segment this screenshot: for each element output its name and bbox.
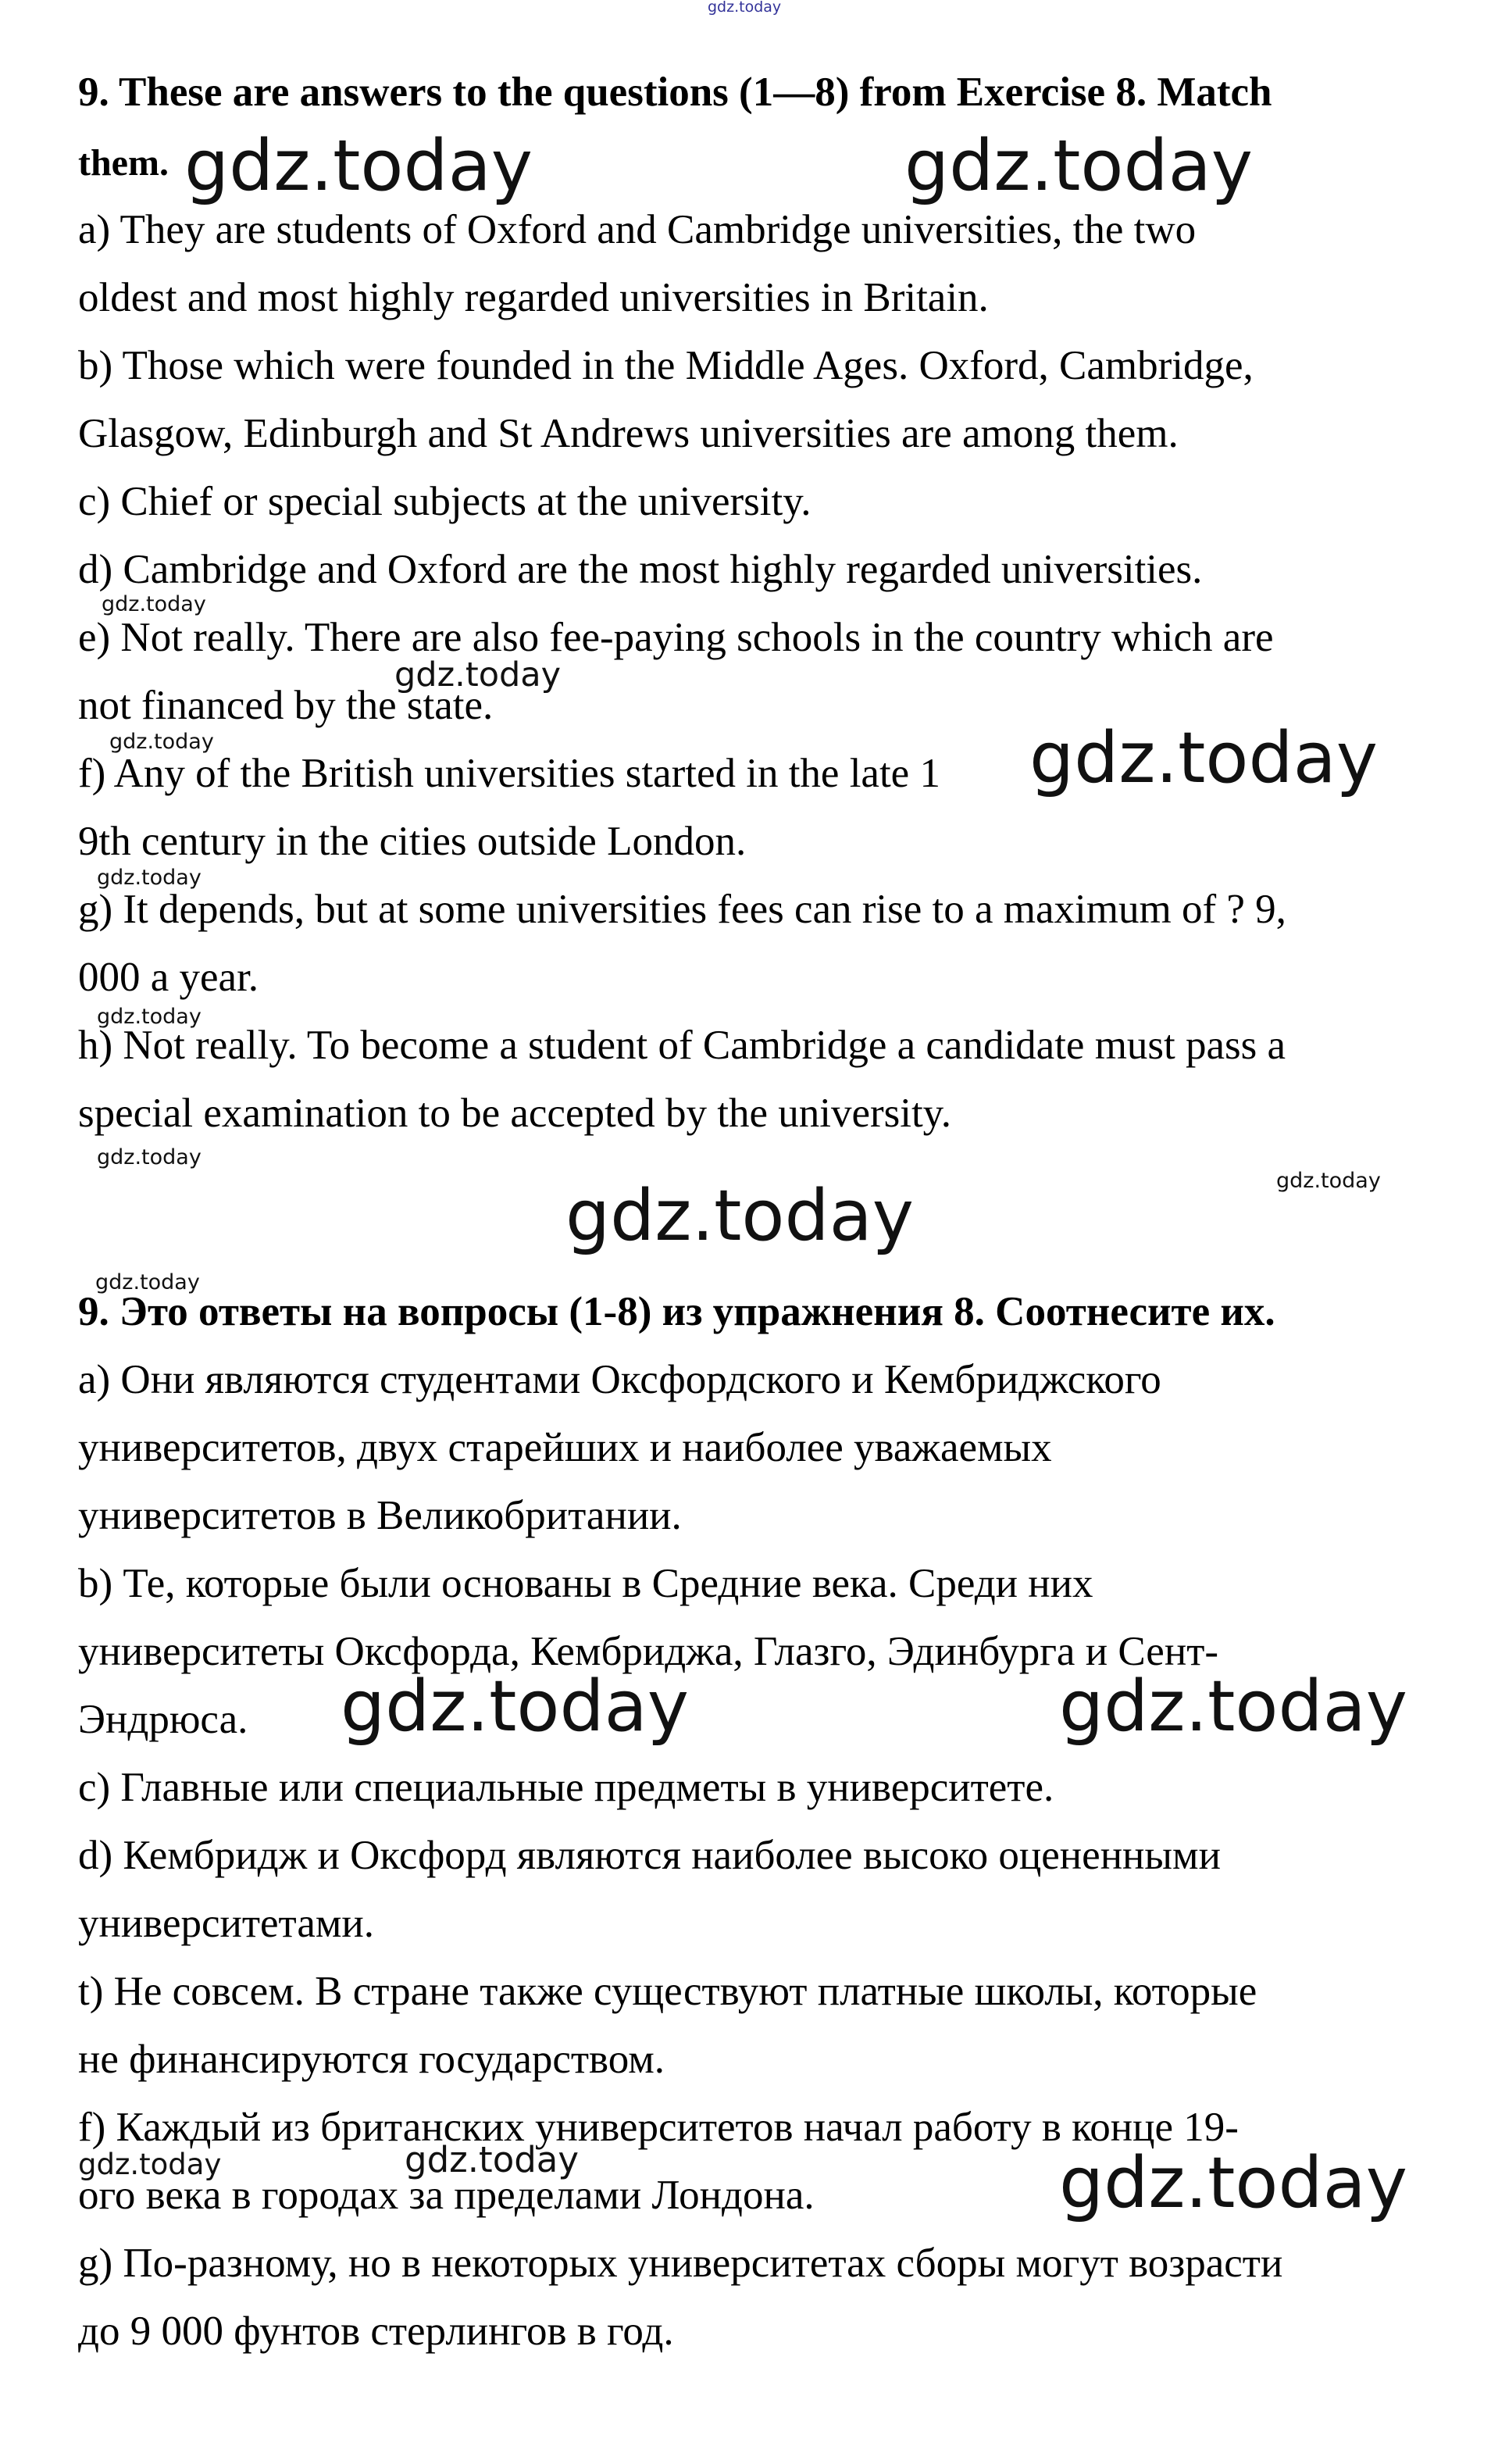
russian-heading: 9. Это ответы на вопросы (1-8) из упражнения 8. Соотнесите их. xyxy=(78,1289,1275,1334)
russian-line-14: g) По-разному, но в некоторых университетах сборы могут возрасти xyxy=(78,2241,1283,2286)
watermark-large: gdz.today xyxy=(565,1175,915,1257)
english-line-2: oldest and most highly regarded universities in Britain. xyxy=(78,275,989,320)
english-line-6: d) Cambridge and Oxford are the most highly regarded universities. xyxy=(78,547,1203,592)
english-line-14: special examination to be accepted by the university. xyxy=(78,1091,951,1136)
english-line-1: a) They are students of Oxford and Cambridge universities, the two xyxy=(78,207,1197,252)
russian-line-2: университетов, двух старейших и наиболее уважаемых xyxy=(78,1425,1052,1470)
russian-line-4: b) Те, которые были основаны в Средние века. Среди них xyxy=(78,1561,1093,1606)
watermark-large: gdz.today xyxy=(1059,2142,1408,2224)
english-line-5: c) Chief or special subjects at the university. xyxy=(78,479,811,524)
english-line-11: g) It depends, but at some universities fees can rise to a maximum of ? 9, xyxy=(78,887,1286,932)
russian-line-7: c) Главные или специальные предметы в университете. xyxy=(78,1765,1054,1810)
watermark-top: gdz.today xyxy=(708,0,782,16)
english-line-3: b) Those which were founded in the Middle Ages. Oxford, Cambridge, xyxy=(78,343,1254,388)
english-line-7: e) Not really. There are also fee-paying schools in the country which are xyxy=(78,615,1274,660)
watermark-small: gdz.today xyxy=(97,1145,202,1170)
english-line-4: Glasgow, Edinburgh and St Andrews universities are among them. xyxy=(78,411,1179,456)
watermark-small: gdz.today xyxy=(97,1005,202,1029)
watermark-large: gdz.today xyxy=(1059,1666,1408,1748)
russian-line-15: до 9 000 фунтов стерлингов в год. xyxy=(78,2309,674,2354)
watermark-small: gdz.today xyxy=(109,730,214,754)
english-line-12: 000 a year. xyxy=(78,955,259,1000)
russian-line-5: университеты Оксфорда, Кембриджа, Глазго, Эдинбурга и Сент- xyxy=(78,1629,1219,1674)
watermark-small: gdz.today xyxy=(1276,1169,1381,1193)
english-heading-line-2: them. xyxy=(78,142,169,184)
watermark-small: gdz.today xyxy=(95,1270,200,1294)
watermark-large: gdz.today xyxy=(184,125,533,207)
english-heading-line-1: 9. These are answers to the questions (1—8) from Exercise 8. Match xyxy=(78,70,1272,115)
russian-line-3: университетов в Великобритании. xyxy=(78,1493,682,1538)
russian-line-9: университетами. xyxy=(78,1901,375,1946)
watermark-small: gdz.today xyxy=(394,655,562,695)
watermark-large: gdz.today xyxy=(904,125,1254,207)
russian-line-1: a) Они являются студентами Оксфордского и Кембриджского xyxy=(78,1357,1161,1402)
english-line-8: not financed by the state. xyxy=(78,683,494,728)
watermark-small: gdz.today xyxy=(405,2139,580,2180)
watermark-large: gdz.today xyxy=(1029,717,1379,799)
watermark-small: gdz.today xyxy=(97,866,202,890)
russian-line-6: Эндрюса. xyxy=(78,1697,248,1742)
english-line-13: h) Not really. To become a student of Cambridge a candidate must pass a xyxy=(78,1023,1286,1068)
watermark-large: gdz.today xyxy=(341,1666,690,1748)
russian-line-8: d) Кембридж и Оксфорд являются наиболее высоко оцененными xyxy=(78,1833,1221,1878)
watermark-small: gdz.today xyxy=(102,592,206,616)
russian-line-11: не финансируются государством. xyxy=(78,2037,665,2082)
russian-line-12: f) Каждый из британских университетов начал работу в конце 19- xyxy=(78,2105,1239,2150)
english-line-10: 9th century in the cities outside London. xyxy=(78,819,747,864)
russian-line-10: t) Не совсем. В стране также существуют платные школы, которые xyxy=(78,1969,1257,2014)
watermark-small: gdz.today xyxy=(78,2148,222,2181)
russian-line-13: ого века в городах за пределами Лондона. xyxy=(78,2173,815,2218)
english-line-9: f) Any of the British universities started in the late 1 xyxy=(78,751,940,796)
